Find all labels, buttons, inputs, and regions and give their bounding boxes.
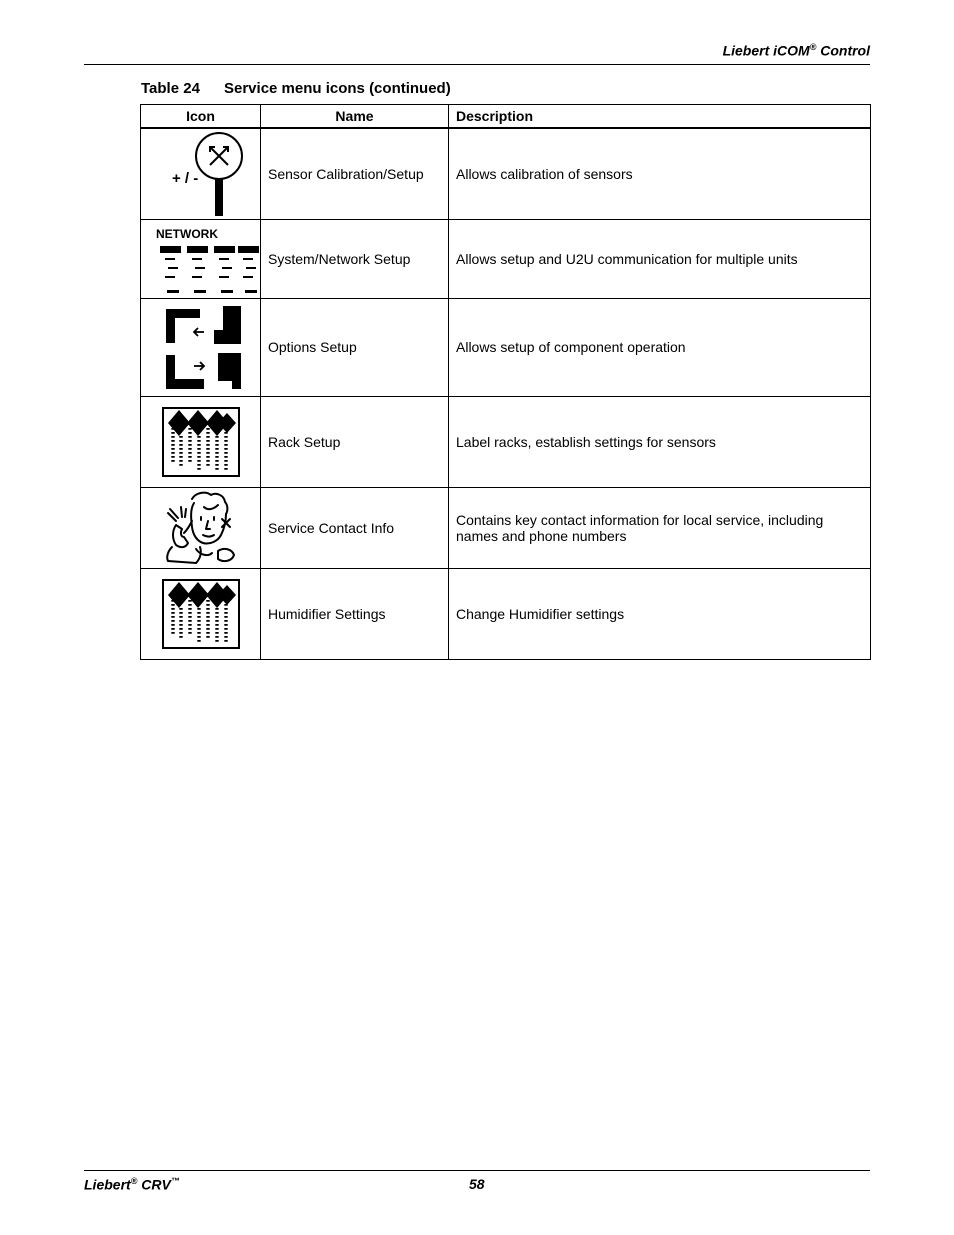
table-row bbox=[141, 298, 871, 396]
icon-cell bbox=[141, 487, 261, 568]
footer-product bbox=[84, 1176, 180, 1193]
network-label: NETWORK bbox=[156, 226, 218, 241]
row-name: Sensor Calibration/Setup bbox=[261, 128, 449, 219]
row-description: Allows setup and U2U communication for multiple units bbox=[449, 219, 871, 298]
footer-rule bbox=[84, 1170, 870, 1171]
table-number: Table 24 bbox=[141, 80, 200, 97]
table-header-row bbox=[141, 105, 871, 129]
options-setup-icon bbox=[156, 301, 246, 393]
running-header bbox=[723, 42, 870, 59]
icon-cell bbox=[141, 568, 261, 659]
table-row bbox=[141, 487, 871, 568]
rack-setup-icon bbox=[158, 404, 244, 480]
row-name: System/Network Setup bbox=[261, 219, 449, 298]
sensor-calibration-icon bbox=[148, 130, 258, 218]
row-description: Allows setup of component operation bbox=[449, 298, 871, 396]
table-title: Service menu icons (continued) bbox=[224, 80, 451, 97]
network-icon bbox=[148, 220, 266, 298]
sensor-calibration-label: + / - bbox=[172, 169, 199, 187]
table-row bbox=[141, 396, 871, 487]
row-description: Allows calibration of sensors bbox=[449, 128, 871, 219]
footer-brand: Liebert bbox=[84, 1176, 131, 1193]
header-reg-mark: ® bbox=[809, 42, 817, 52]
table-row bbox=[141, 219, 871, 298]
service-menu-icons-table bbox=[140, 104, 871, 660]
row-name: Rack Setup bbox=[261, 396, 449, 487]
table-caption bbox=[141, 80, 451, 97]
footer-model: CRV bbox=[137, 1176, 171, 1193]
footer-tm-mark: ™ bbox=[170, 1176, 180, 1186]
row-description: Change Humidifier settings bbox=[449, 568, 871, 659]
service-contact-icon bbox=[156, 489, 246, 567]
column-header-icon: Icon bbox=[141, 105, 261, 129]
table-row bbox=[141, 568, 871, 659]
row-name: Options Setup bbox=[261, 298, 449, 396]
header-suffix: Control bbox=[816, 42, 870, 59]
row-name: Service Contact Info bbox=[261, 487, 449, 568]
icon-cell bbox=[141, 128, 261, 219]
row-name: Humidifier Settings bbox=[261, 568, 449, 659]
header-brand: Liebert iCOM bbox=[722, 42, 810, 59]
icon-cell bbox=[141, 219, 261, 298]
icon-cell bbox=[141, 396, 261, 487]
row-description: Label racks, establish settings for sensors bbox=[449, 396, 871, 487]
icon-cell bbox=[141, 298, 261, 396]
footer-reg-mark: ® bbox=[130, 1176, 138, 1186]
humidifier-icon bbox=[158, 576, 244, 652]
table-row bbox=[141, 128, 871, 219]
page-number: 58 bbox=[469, 1176, 485, 1192]
column-header-description: Description bbox=[449, 105, 871, 129]
header-rule bbox=[84, 64, 870, 65]
row-description: Contains key contact information for local service, including names and phone numbers bbox=[449, 487, 871, 568]
column-header-name: Name bbox=[261, 105, 449, 129]
